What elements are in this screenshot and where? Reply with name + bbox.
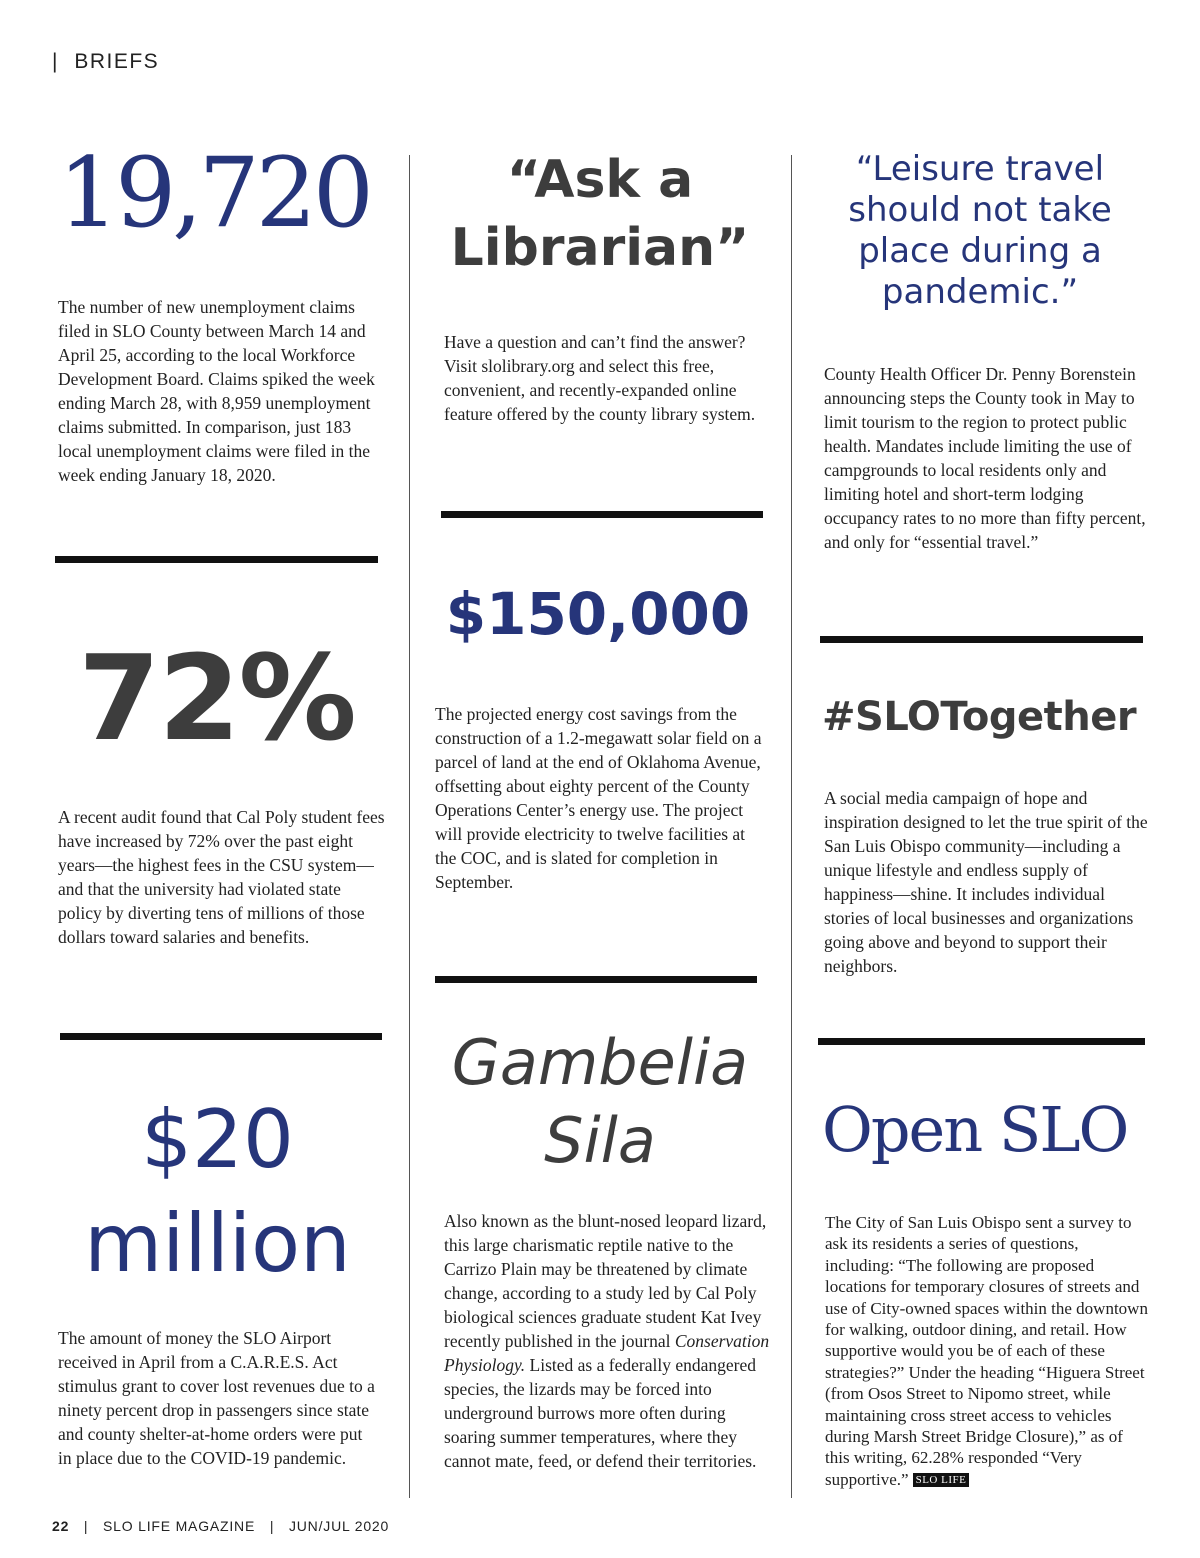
brief-body-airport: The amount of money the SLO Airport received in April from a C.A.R.E.S. Act stimulus grant to cover lost revenues due to a ninety percent drop in passengers since state and county shelter-at-home orders were put in place due to the COVID-19 pandemic. — [58, 1328, 375, 1468]
brief-separator — [60, 1033, 382, 1040]
brief-headline-hashtag: #SLOTogether — [822, 694, 1137, 740]
brief-separator — [55, 556, 378, 563]
brief-separator — [435, 976, 757, 983]
brief-body-solar: The projected energy cost savings from the construction of a 1.2-megawatt solar field on a parcel of land at the end of Oklahoma Avenue, offsetting about eighty percent of the County Operations Center’s energy use. The project will provide electricity to twelve facilities at the COC, and is slated for completion in September. — [435, 704, 762, 892]
brief-headline-solar: $150,000 — [445, 580, 751, 648]
brief-body-openslo — [825, 1212, 1150, 1490]
brief-headline-fees: 72% — [78, 629, 355, 767]
column-divider-1 — [409, 155, 410, 1498]
brief-body-librarian: Have a question and can’t find the answer? Visit slolibrary.org and select this free, convenient, and recently-expanded online feature offered by the county library system. — [444, 332, 756, 424]
issue-date: JUN/JUL 2020 — [288, 1518, 390, 1534]
section-divider: | — [52, 50, 59, 73]
brief-headline-quote: “Leisure travel should not take place during a pandemic.” — [848, 149, 1112, 312]
brief-body-hashtag: A social media campaign of hope and inspiration designed to let the true spirit of the San Luis Obispo community—including a unique lifestyle and endless supply of happiness—shine. It includes individual stories of local businesses and organizations going above and beyond to support their neighbors. — [824, 788, 1148, 976]
section-label — [52, 50, 159, 74]
brief-headline-librarian-line1: “Ask a — [506, 150, 694, 210]
page-number: 22 — [52, 1518, 70, 1534]
brief-body-lizard — [444, 1209, 770, 1473]
brief-separator — [441, 511, 763, 518]
brief-headline-lizard-line1: Gambelia — [451, 1026, 749, 1099]
journal-name: Conservation Physiology. — [444, 1331, 770, 1375]
footer-separator: | — [83, 1518, 89, 1534]
brief-headline-lizard-line2: Sila — [544, 1104, 656, 1177]
brief-headline-airport-line1: $20 — [141, 1093, 294, 1186]
end-mark: SLO LIFE — [913, 1473, 970, 1487]
brief-body-lizard-part1: Also known as the blunt-nosed leopard lizard, this large charismatic reptile native to the Carrizo Plain may be threatened by climate change, according to a study led by Cal Poly biological sciences graduate student Kat Ivey recently published in the journal — [444, 1211, 767, 1351]
brief-body-openslo-text: The City of San Luis Obispo sent a survey to ask its residents a series of questions, including: “The following are proposed locations for temporary closures of streets and use of City-owned spaces within the downtown for walking, outdoor dining, and retail. How supportive would you be of each of these strategies?” Under the heading “Higuera Street (from Osos Street to Nipomo street, while maintaining cross street access to vehicles during Marsh Street Bridge Closure),” as of this writing, 62.28% responded “Very supportive.” — [825, 1213, 1148, 1489]
brief-headline-openslo: Open SLO — [822, 1093, 1128, 1166]
brief-headline-airport-line2: million — [84, 1197, 351, 1290]
page-footer — [52, 1518, 389, 1534]
magazine-name: SLO LIFE MAGAZINE — [103, 1518, 256, 1534]
brief-body-unemployment: The number of new unemployment claims filed in SLO County between March 14 and April 25, according to the local Workforce Development Board. Claims spiked the week ending March 28, with 8,959 unemployment claims submitted. In comparison, just 183 local unemployment claims were filed in the week ending January 18, 2020. — [58, 297, 375, 485]
brief-headline-unemployment: 19,720 — [58, 137, 370, 249]
brief-separator — [820, 636, 1143, 643]
column-divider-2 — [791, 155, 792, 1498]
brief-headline-airport — [55, 1088, 380, 1296]
section-title: BRIEFS — [74, 50, 160, 73]
brief-headline-lizard — [425, 1024, 775, 1180]
footer-separator: | — [269, 1518, 275, 1534]
brief-headline-librarian-line2: Librarian” — [450, 218, 750, 278]
brief-body-quote: County Health Officer Dr. Penny Borenstein announcing steps the County took in May to limit tourism to the region to protect public health. Mandates include limiting the use of campgrounds to local residents only and limiting hotel and short-term lodging occupancy rates to no more than fifty percent, and only for “essential travel.” — [824, 364, 1146, 552]
brief-body-lizard-part2: Listed as a federally endangered species, the lizards may be forced into underground burrows more often during soaring summer temperatures, where they cannot mate, feed, or defend their territories. — [444, 1355, 757, 1471]
brief-headline-librarian — [430, 146, 770, 282]
brief-body-fees: A recent audit found that Cal Poly student fees have increased by 72% over the past eight years—the highest fees in the CSU system—and that the university had violated state policy by diverting tens of millions of those dollars toward salaries and benefits. — [58, 807, 385, 947]
brief-separator — [818, 1038, 1145, 1045]
